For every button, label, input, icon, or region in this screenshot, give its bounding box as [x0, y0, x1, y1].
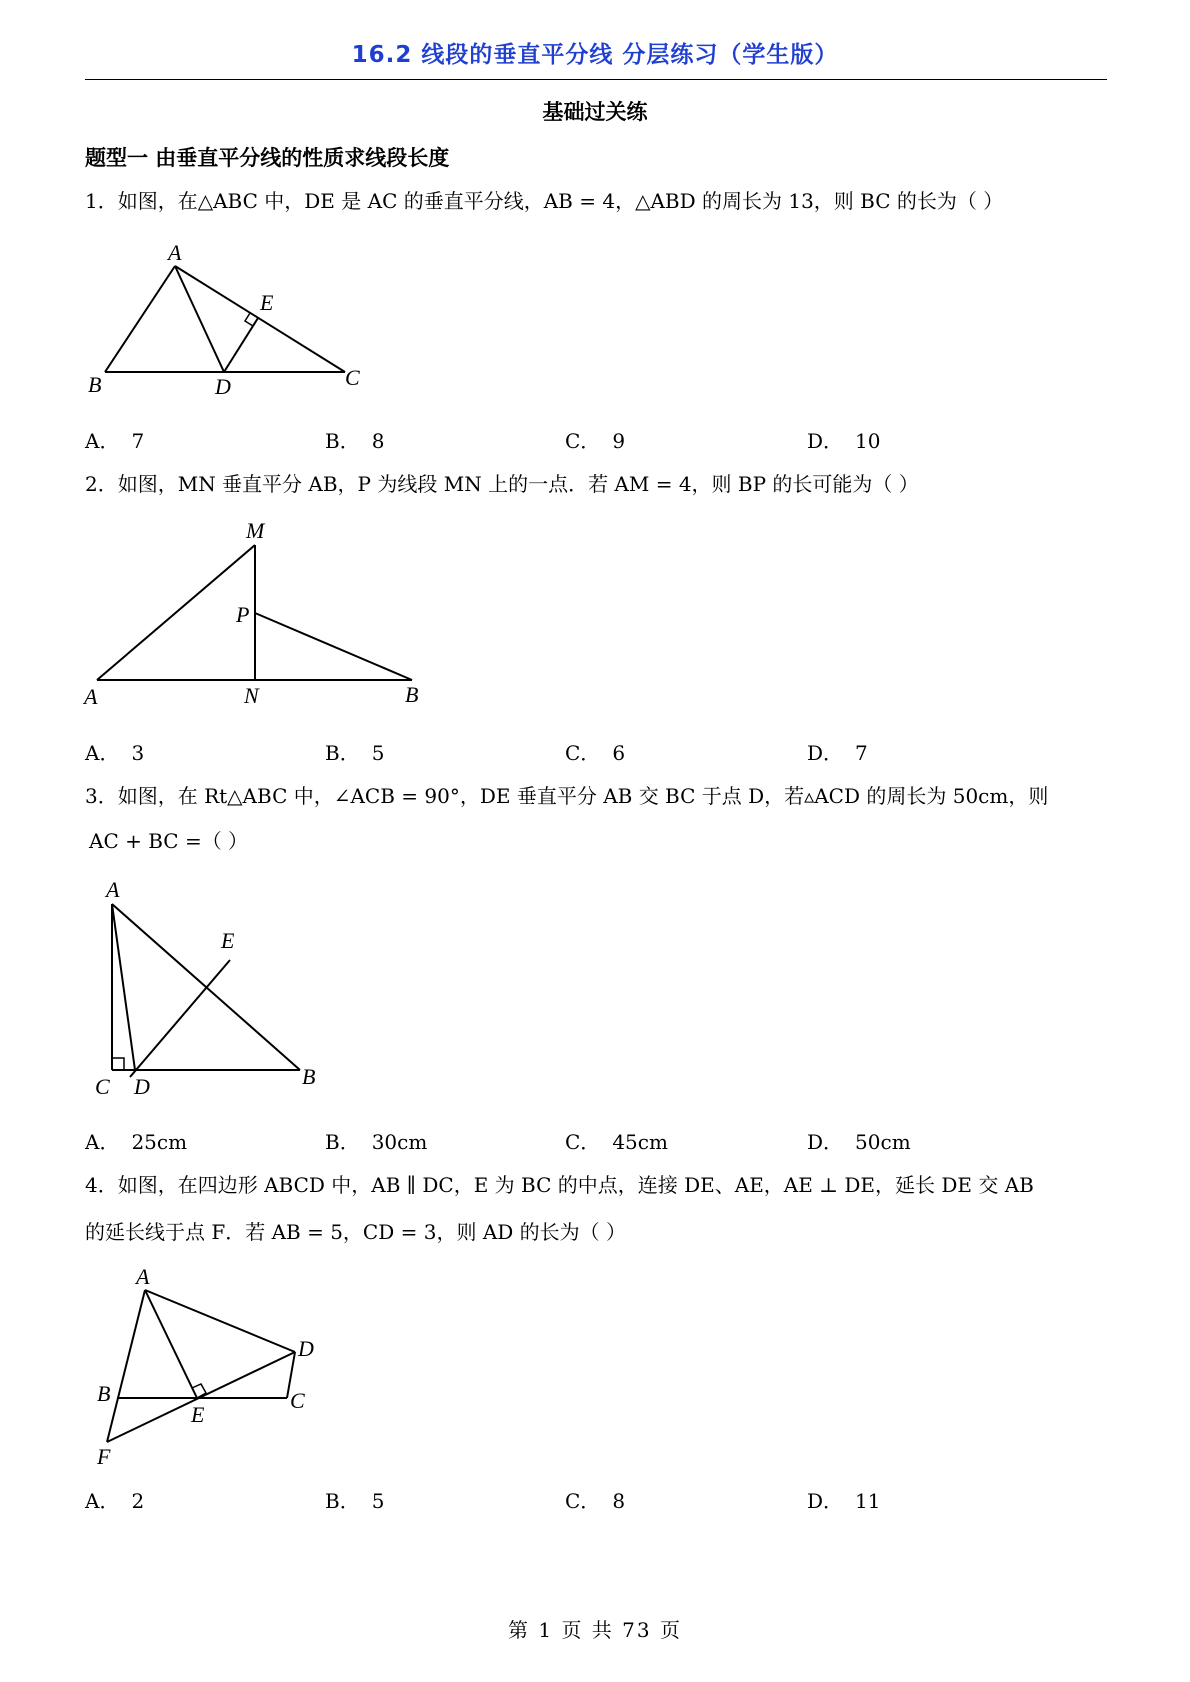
option-label: C．: [565, 741, 601, 765]
option-value: 5: [371, 1489, 385, 1513]
fig4-segment-af: [107, 1290, 145, 1442]
page-number-footer: 第 1 页 共 73 页: [508, 1618, 682, 1642]
fig2-label-a: A: [84, 684, 98, 709]
option-label: B．: [325, 1489, 360, 1513]
q1-option-d: [807, 425, 881, 454]
document-title: 16.2 线段的垂直平分线 分层练习（学生版）: [351, 42, 839, 68]
option-label: B．: [325, 1130, 360, 1154]
question-type-heading: 题型一 由垂直平分线的性质求线段长度: [85, 146, 450, 170]
option-label: A．: [85, 741, 120, 765]
option-value: 45cm: [612, 1130, 668, 1154]
option-label: B．: [325, 741, 360, 765]
fig4-label-e: E: [191, 1402, 205, 1427]
q2-option-a: [85, 737, 144, 766]
fig4-label-d: D: [298, 1336, 314, 1361]
q4-option-a: [85, 1485, 144, 1514]
fig1-label-d: D: [215, 374, 231, 399]
option-value: 9: [612, 429, 626, 453]
q4-option-c: [565, 1485, 625, 1514]
option-value: 8: [371, 429, 385, 453]
fig1-segment-ac: [175, 266, 345, 372]
fig3-segment-ad: [112, 904, 135, 1070]
fig1-label-c: C: [345, 365, 360, 390]
fig3-segment-ab: [112, 904, 300, 1070]
fig4-label-b: B: [97, 1381, 111, 1406]
fig2-label-n: N: [244, 683, 259, 708]
figure-1-labels: [88, 240, 360, 399]
q1-option-c: [565, 425, 625, 454]
q3-option-a: [85, 1126, 187, 1155]
fig3-label-b: B: [302, 1064, 316, 1089]
question-3-text-continued: AC + BC =（ ）: [89, 829, 249, 853]
fig4-segment-ae: [145, 1290, 197, 1398]
fig2-label-p: P: [236, 602, 250, 627]
fig1-segment-ab: [105, 266, 175, 372]
fig3-segment-de: [130, 960, 230, 1077]
question-2-text: 2．如图，MN 垂直平分 AB，P 为线段 MN 上的一点．若 AM = 4，则 BP 的长可能为（ ）: [85, 472, 919, 496]
option-value: 5: [371, 741, 385, 765]
figure-4: [107, 1290, 295, 1442]
figure-3-labels: [95, 877, 315, 1099]
q3-option-c: [565, 1126, 668, 1155]
option-label: A．: [85, 429, 120, 453]
option-label: C．: [565, 1130, 601, 1154]
fig3-label-d: D: [134, 1074, 150, 1099]
fig1-label-a: A: [168, 240, 182, 265]
fig4-segment-ad: [145, 1290, 295, 1352]
option-value: 2: [131, 1489, 145, 1513]
fig1-label-b: B: [88, 372, 102, 397]
fig3-label-a: A: [106, 877, 120, 902]
fig4-right-angle-mark: [192, 1384, 206, 1398]
option-value: 6: [612, 741, 626, 765]
fig4-label-a: A: [136, 1264, 150, 1289]
fig1-segment-de: [224, 318, 258, 372]
question-3-text: 3．如图，在 Rt△ABC 中，∠ACB = 90°，DE 垂直平分 AB 交 BC 于点 D，若▵ACD 的周长为 50cm，则: [85, 784, 1049, 808]
option-value: 7: [131, 429, 145, 453]
figure-2-labels: [82, 518, 418, 709]
option-label: B．: [325, 429, 360, 453]
fig4-segment-dc: [287, 1352, 295, 1398]
fig3-label-c: C: [95, 1074, 110, 1099]
option-value: 30cm: [371, 1130, 428, 1154]
option-label: D．: [807, 429, 844, 453]
option-value: 25cm: [131, 1130, 188, 1154]
figure-1: [105, 266, 345, 372]
fig1-segment-ad: [175, 266, 224, 372]
q4-option-b: [325, 1485, 384, 1514]
figure-2: [97, 545, 412, 680]
figure-3: [112, 904, 300, 1077]
fig3-right-angle-mark: [112, 1058, 124, 1070]
fig3-label-e: E: [221, 928, 235, 953]
q2-option-b: [325, 737, 384, 766]
q2-option-d: [807, 737, 868, 766]
question-1-text: 1．如图，在△ABC 中，DE 是 AC 的垂直平分线，AB = 4，△ABD 的周长为 13，则 BC 的长为（ ）: [85, 189, 1004, 213]
option-value: 3: [131, 741, 145, 765]
question-4-text: 4．如图，在四边形 ABCD 中，AB ∥ DC，E 为 BC 的中点，连接 DE、AE，AE ⊥ DE，延长 DE 交 AB: [85, 1173, 1034, 1197]
option-value: 8: [612, 1489, 626, 1513]
option-label: D．: [807, 1130, 844, 1154]
q4-option-d: [807, 1485, 881, 1514]
option-label: D．: [807, 741, 844, 765]
option-value: 50cm: [855, 1130, 911, 1154]
figure-4-labels: [96, 1264, 314, 1469]
q1-option-a: [85, 425, 144, 454]
option-value: 11: [855, 1489, 881, 1513]
option-value: 7: [855, 741, 868, 765]
q2-option-c: [565, 737, 625, 766]
fig2-label-m: M: [246, 518, 265, 543]
q3-option-b: [325, 1126, 427, 1155]
q3-option-d: [807, 1126, 911, 1155]
fig2-segment-pb: [255, 613, 412, 680]
fig2-segment-am: [97, 545, 255, 680]
option-label: D．: [807, 1489, 844, 1513]
q1-option-b: [325, 425, 384, 454]
question-4-text-continued: 的延长线于点 F．若 AB = 5，CD = 3，则 AD 的长为（ ）: [85, 1220, 627, 1244]
fig2-label-b: B: [405, 682, 419, 707]
option-label: C．: [565, 429, 601, 453]
fig1-label-e: E: [260, 290, 274, 315]
option-label: A．: [85, 1489, 120, 1513]
option-value: 10: [855, 429, 881, 453]
fig4-label-f: F: [97, 1444, 111, 1469]
fig1-right-angle-mark: [245, 313, 258, 326]
option-label: C．: [565, 1489, 601, 1513]
fig4-segment-fd: [107, 1352, 295, 1442]
section-heading: 基础过关练: [542, 100, 648, 124]
header-divider: [85, 79, 1107, 80]
option-label: A．: [85, 1130, 120, 1154]
fig4-label-c: C: [290, 1388, 305, 1413]
